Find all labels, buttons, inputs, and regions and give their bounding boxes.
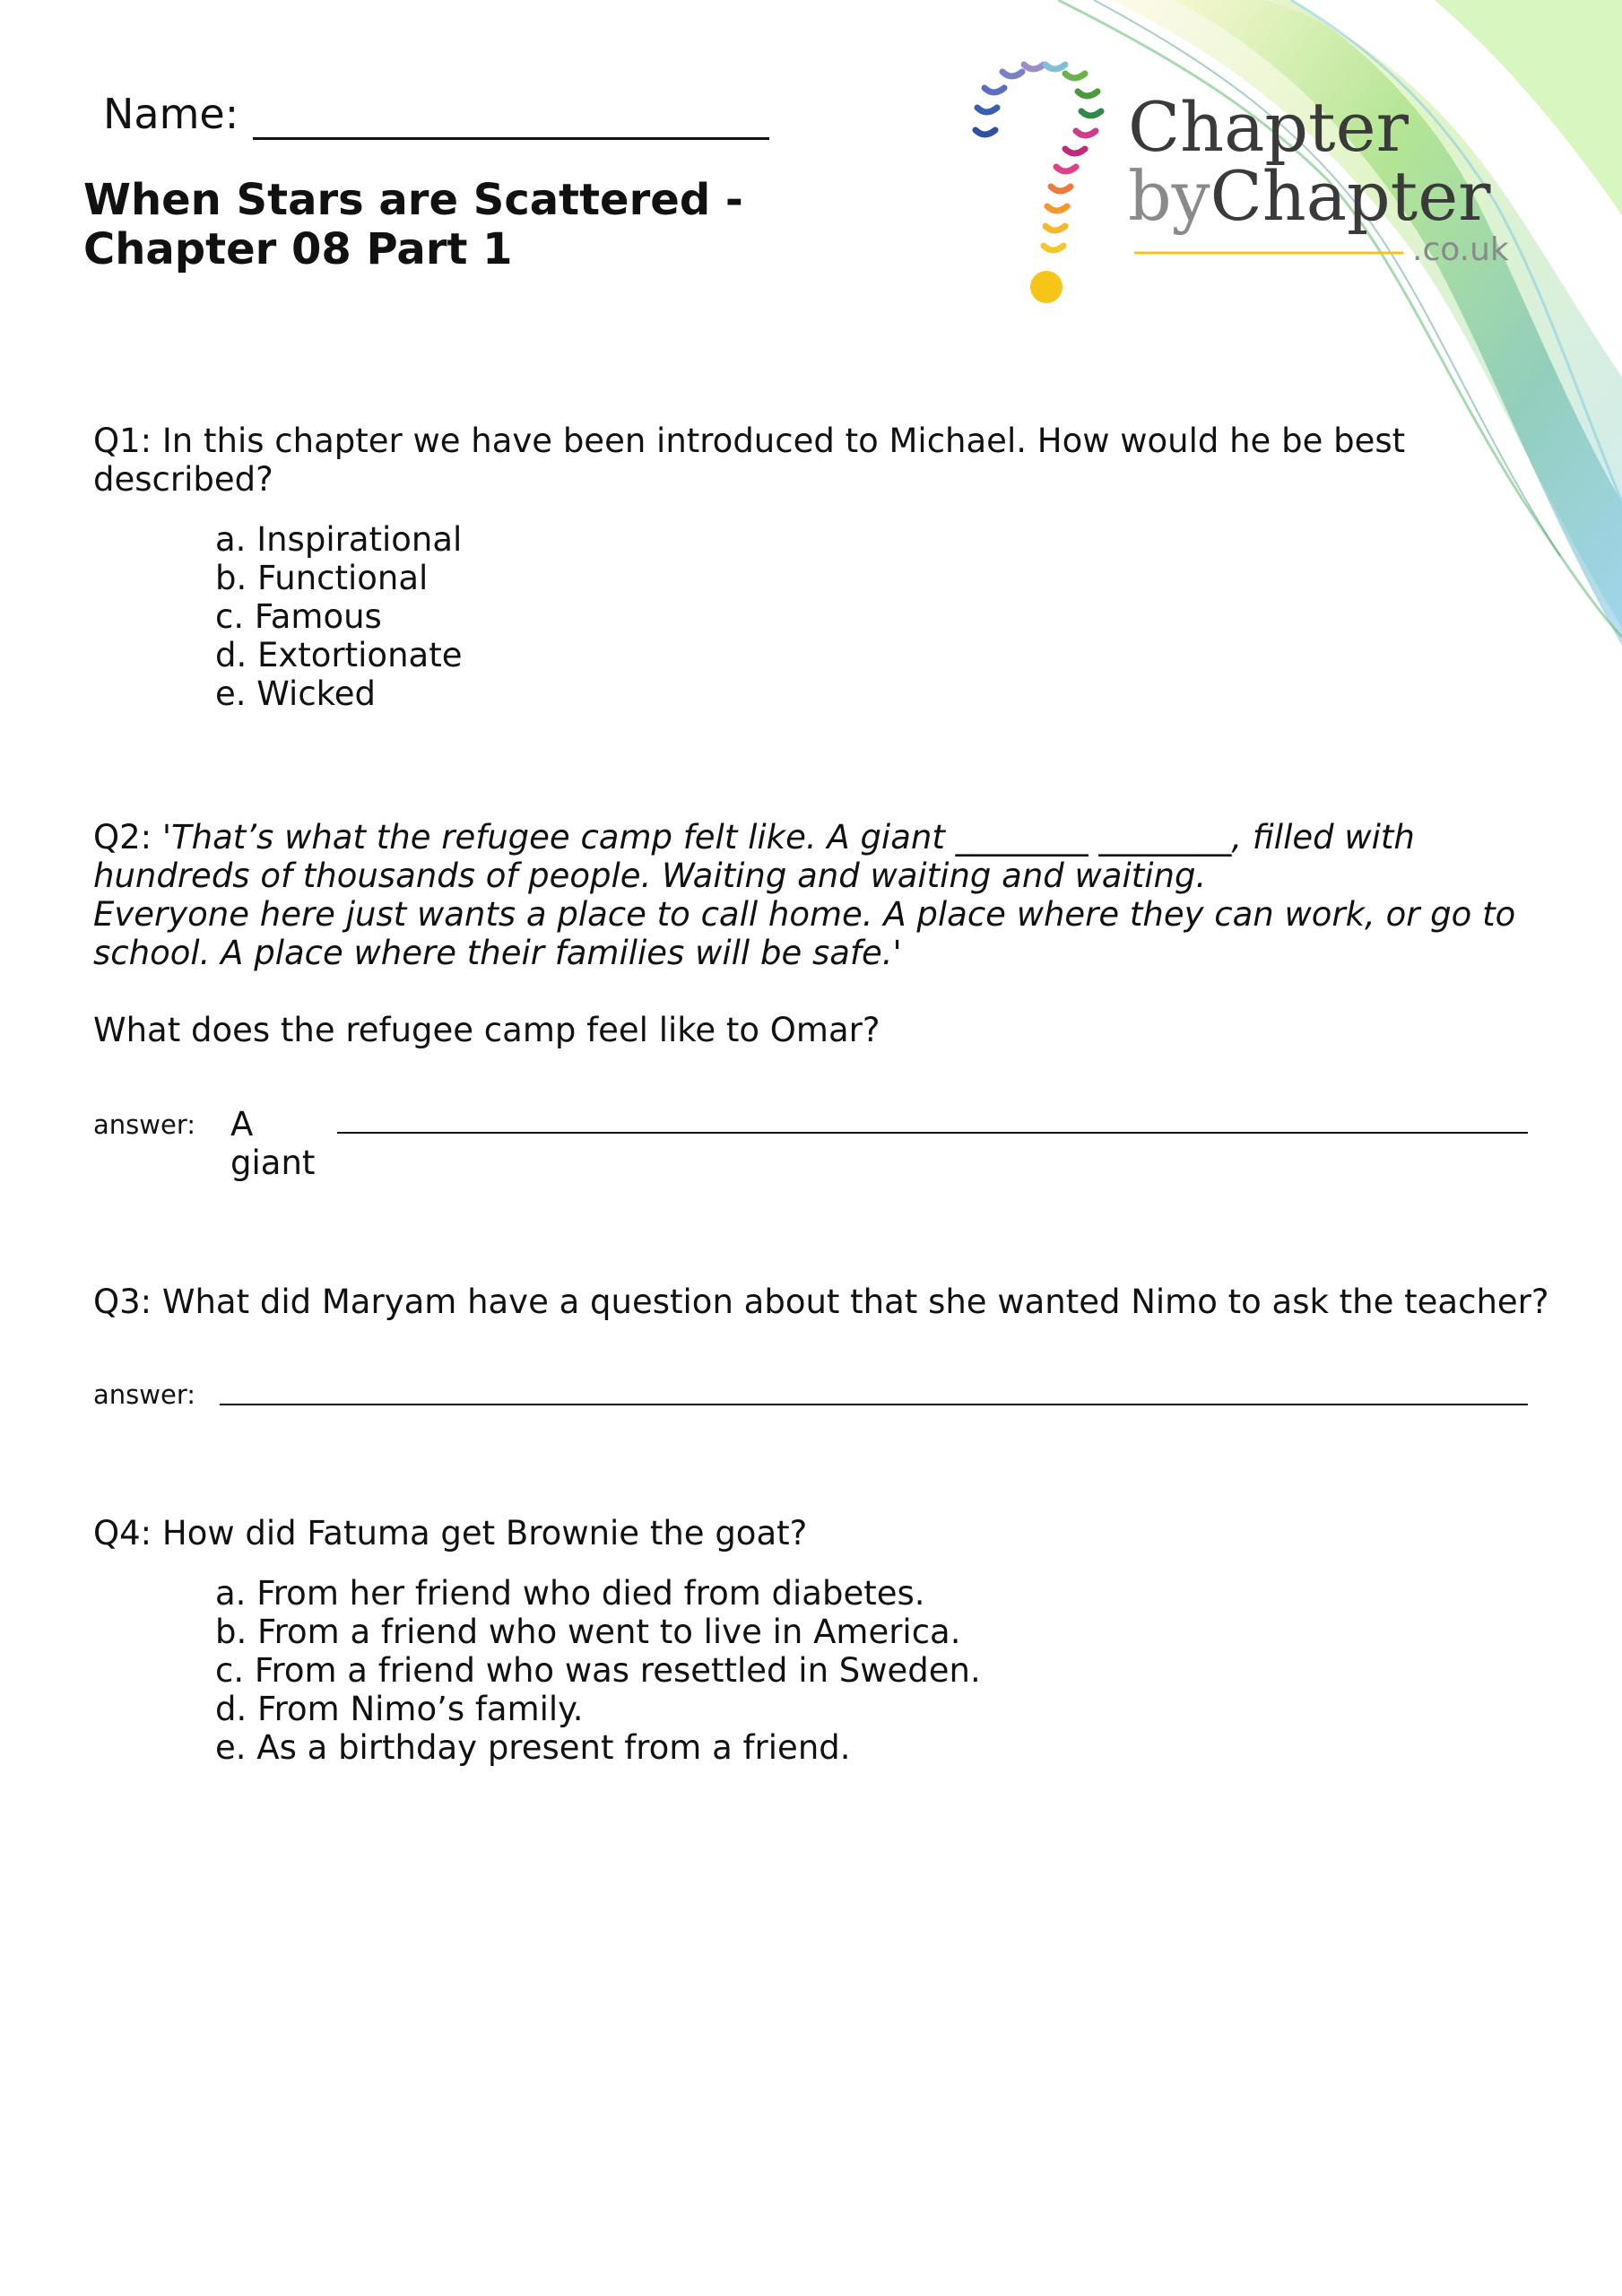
option[interactable]: a. Inspirational [215, 520, 463, 559]
logo-chapter2: Chapter [1210, 156, 1491, 236]
answer-line[interactable] [337, 1132, 1528, 1134]
name-input-line[interactable] [253, 137, 769, 140]
option[interactable]: c. From a friend who was resettled in Sweden. [215, 1651, 981, 1690]
logo-chapter-text: Chapter [1128, 87, 1409, 167]
question-4: Q4: How did Fatuma get Brownie the goat? [93, 1514, 808, 1552]
logo-by-chapter-text [1128, 156, 1491, 236]
option[interactable]: b. From a friend who went to live in America. [215, 1613, 961, 1651]
quote-line: school. A place where their families will be safe.' [93, 934, 902, 972]
option[interactable]: d. From Nimo’s family. [215, 1690, 584, 1728]
logo-dot-icon [1030, 271, 1063, 303]
title-line-1: When Stars are Scattered - [83, 175, 743, 225]
quote-line: hundreds of thousands of people. Waiting and waiting and waiting. [93, 857, 1207, 895]
answer-label: answer: [93, 1379, 196, 1410]
option[interactable]: b. Functional [215, 559, 429, 597]
question-4-options [215, 1574, 981, 1767]
option[interactable]: e. Wicked [215, 674, 377, 713]
question-1: Q1: In this chapter we have been introduced to Michael. How would he be best described? [93, 422, 1406, 499]
question-2-quote [93, 818, 1546, 972]
option[interactable]: a. From her friend who died from diabetes. [215, 1574, 925, 1613]
book-arc-icon [976, 65, 1101, 250]
answer-line[interactable] [220, 1404, 1528, 1405]
option[interactable]: d. Extortionate [215, 636, 463, 674]
logo-by: by [1128, 156, 1210, 236]
chapter-by-chapter-logo [950, 36, 1578, 323]
quote-line: Everyone here just wants a place to call home. A place where they can work, or go to [93, 895, 1516, 934]
name-label: Name: [103, 90, 239, 138]
quote-line: 'That’s what the refugee camp felt like. A giant ________ ________, filled with [161, 818, 1415, 857]
answer-prefix: A giant [230, 1105, 316, 1182]
question-1-options [215, 520, 462, 713]
title-line-2: Chapter 08 Part 1 [83, 224, 513, 274]
question-2: What does the refugee camp feel like to Omar? [93, 1011, 880, 1049]
logo-domain-text: .co.uk [1412, 231, 1509, 268]
option[interactable]: e. As a birthday present from a friend. [215, 1728, 851, 1767]
question-2-label: Q2: [93, 818, 162, 857]
worksheet-title [83, 176, 743, 274]
option[interactable]: c. Famous [215, 597, 382, 636]
answer-label: answer: [93, 1109, 196, 1140]
question-3: Q3: What did Maryam have a question about that she wanted Nimo to ask the teacher? [93, 1283, 1549, 1321]
